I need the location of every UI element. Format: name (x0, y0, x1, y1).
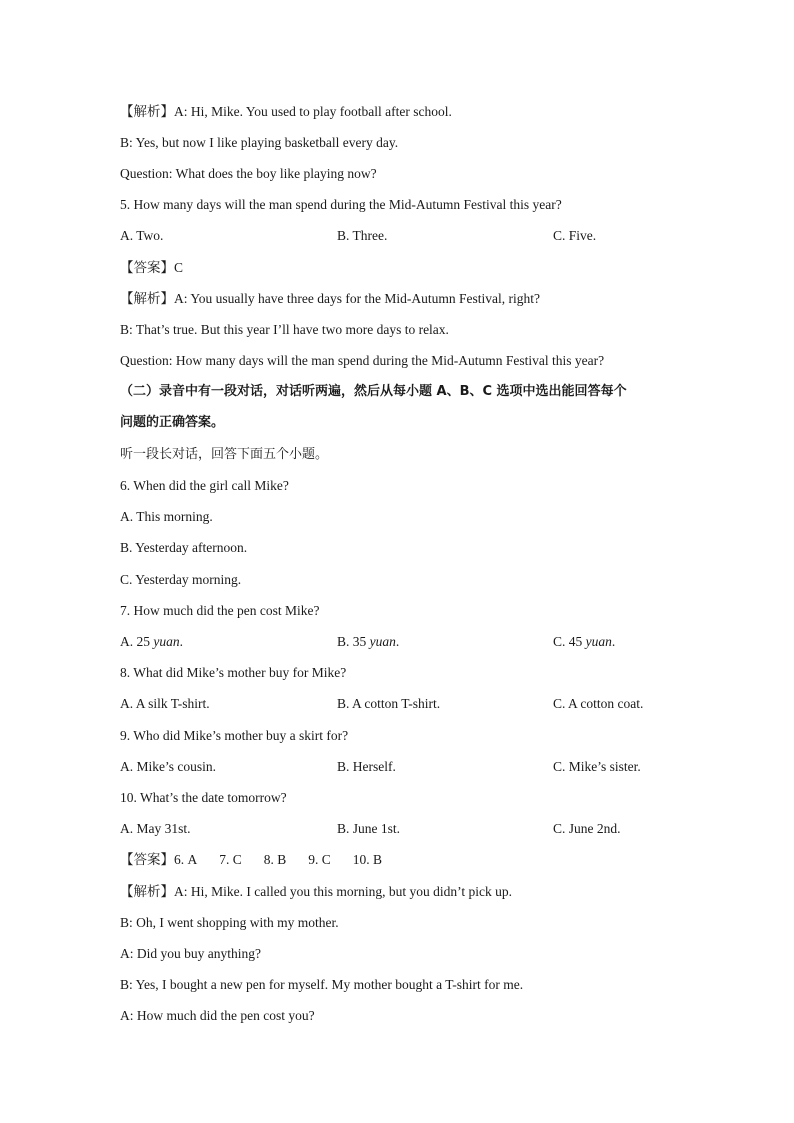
question-9: 9. Who did Mike’s mother buy a skirt for? (120, 728, 349, 743)
answer-item: 9. C (308, 852, 331, 867)
q10-option-b: B. June 1st. (337, 821, 401, 836)
dialogue-text: A: Hi, Mike. I called you this morning, but you didn’t pick up. (174, 884, 512, 899)
q9-option-b: B. Herself. (337, 759, 396, 774)
q7-option-a: A. 25 yuan. (120, 634, 183, 649)
answer-item: 10. B (352, 852, 383, 867)
q8-option-b: B. A cotton T-shirt. (337, 696, 441, 711)
analysis-tag: 【解析】 (120, 104, 174, 120)
dialogue-line: B: Oh, I went shopping with my mother. (120, 915, 339, 930)
analysis-line (120, 290, 540, 308)
question-7: 7. How much did the pen cost Mike? (120, 603, 320, 618)
answer-line (120, 259, 183, 277)
analysis-tag: 【解析】 (120, 884, 174, 900)
q9-option-a: A. Mike’s cousin. (120, 759, 216, 774)
q5-option-b: B. Three. (337, 228, 388, 243)
question-10: 10. What’s the date tomorrow? (120, 790, 287, 805)
answer-value: C (174, 260, 184, 275)
analysis-tag: 【解析】 (120, 291, 174, 307)
currency-unit: yuan (153, 634, 180, 649)
analysis-line (120, 883, 512, 901)
dialogue-text: A: Hi, Mike. You used to play football after school. (174, 104, 452, 119)
answer-item: 7. C (219, 852, 242, 867)
q10-option-a: A. May 31st. (120, 821, 191, 836)
question-5: 5. How many days will the man spend during the Mid-Autumn Festival this year? (120, 197, 562, 212)
dialogue-text: A: You usually have three days for the Mid-Autumn Festival, right? (174, 291, 540, 306)
q6-option-b: B. Yesterday afternoon. (120, 540, 248, 555)
answer-tag: 【答案】 (120, 852, 174, 868)
currency-unit: yuan (369, 634, 396, 649)
dialogue-line: B: Yes, I bought a new pen for myself. My mother bought a T-shirt for me. (120, 977, 524, 992)
question-8: 8. What did Mike’s mother buy for Mike? (120, 665, 347, 680)
q7-option-c: C. 45 yuan. (553, 634, 616, 649)
q6-option-c: C. Yesterday morning. (120, 572, 242, 587)
section-instruction: 听一段长对话，回答下面五个小题。 (120, 447, 329, 462)
question-line: Question: What does the boy like playing now? (120, 166, 377, 181)
q9-option-c: C. Mike’s sister. (553, 759, 641, 774)
q8-option-c: C. A cotton coat. (553, 696, 644, 711)
section-heading-cont: 问题的正确答案。 (120, 415, 225, 430)
q10-option-c: C. June 2nd. (553, 821, 621, 836)
answer-item: 8. B (263, 852, 287, 867)
q5-option-a: A. Two. (120, 228, 164, 243)
answer-tag: 【答案】 (120, 260, 174, 276)
q6-option-a: A. This morning. (120, 509, 213, 524)
dialogue-line: B: That’s true. But this year I’ll have two more days to relax. (120, 322, 449, 337)
analysis-line (120, 103, 452, 121)
question-6: 6. When did the girl call Mike? (120, 478, 289, 493)
answer-item: 6. A (174, 852, 198, 867)
question-line: Question: How many days will the man spend during the Mid-Autumn Festival this year? (120, 353, 605, 368)
dialogue-line: B: Yes, but now I like playing basketball every day. (120, 135, 399, 150)
q8-option-a: A. A silk T-shirt. (120, 696, 210, 711)
dialogue-line: A: Did you buy anything? (120, 946, 261, 961)
currency-unit: yuan (585, 634, 612, 649)
q7-option-b: B. 35 yuan. (337, 634, 400, 649)
section-heading: （二）录音中有一段对话，对话听两遍，然后从每小题 A、B、C 选项中选出能回答每个 (120, 384, 627, 399)
dialogue-line: A: How much did the pen cost you? (120, 1008, 315, 1023)
answers-line (120, 851, 404, 869)
q5-option-c: C. Five. (553, 228, 597, 243)
